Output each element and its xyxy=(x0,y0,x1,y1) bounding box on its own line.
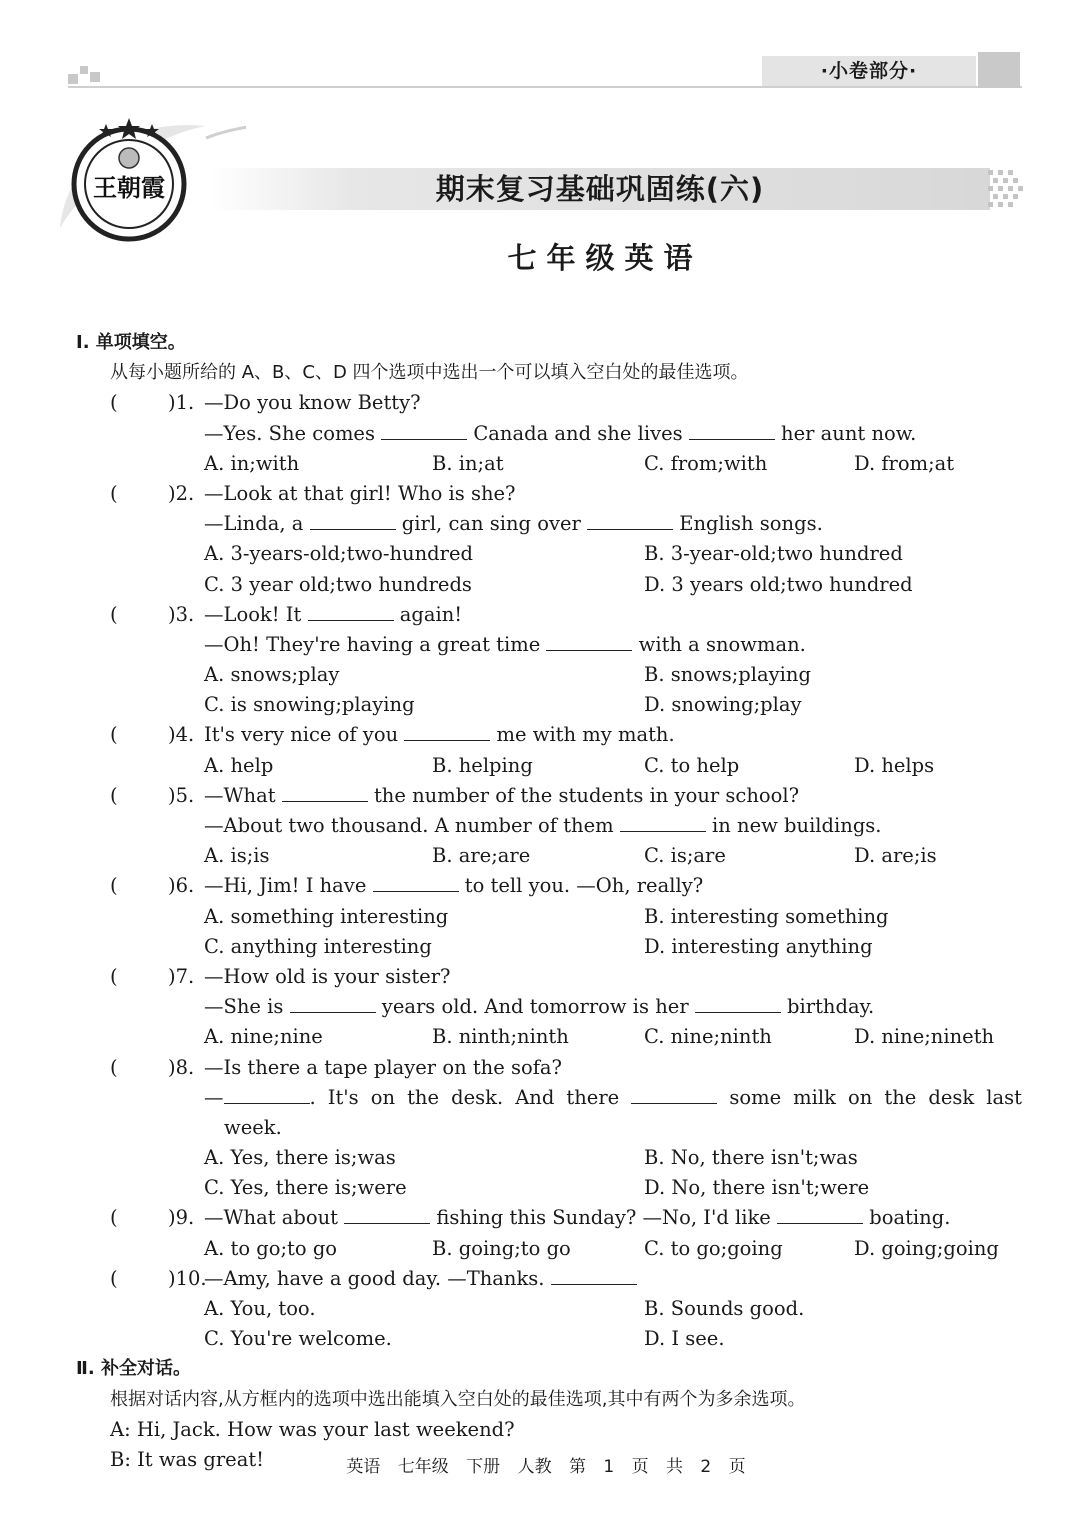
question-row xyxy=(76,1264,1026,1294)
option-choice: D. interesting anything xyxy=(644,934,873,958)
question-continuation xyxy=(76,630,1026,660)
question-continuation xyxy=(76,419,1026,449)
answer-blank xyxy=(695,994,781,1013)
question-text: —About two thousand. A number of them in new buildings. xyxy=(204,814,882,837)
section1-instruction: 从每小题所给的 A、B、C、D 四个选项中选出一个可以填入空白处的最佳选项。 xyxy=(110,362,749,384)
question-list xyxy=(76,388,1026,1354)
option-choice: C. to help xyxy=(644,753,740,777)
question-text: —Linda, a girl, can sing over English songs. xyxy=(204,512,823,536)
answer-blank xyxy=(587,511,673,530)
option-choice: A. You, too. xyxy=(204,1297,316,1320)
question-text: —Is there a tape player on the sofa? xyxy=(204,1055,563,1079)
option-choice: C. Yes, there is;were xyxy=(204,1176,407,1200)
option-choice: B. snows;playing xyxy=(644,663,811,687)
option-choice: D. are;is xyxy=(854,844,937,868)
option-choice: A. is;is xyxy=(204,844,270,868)
section-tag: ·小卷部分· xyxy=(762,56,976,86)
option-choice: C. to go;going xyxy=(644,1236,783,1260)
answer-paren[interactable]: ( xyxy=(110,874,118,898)
option-choice: C. is snowing;playing xyxy=(204,693,415,717)
option-choice: D. helps xyxy=(854,753,935,777)
options-row xyxy=(76,902,1026,932)
answer-paren[interactable]: ( xyxy=(110,391,118,415)
answer-blank xyxy=(689,421,775,440)
exercise-content xyxy=(76,328,1026,1475)
question-number: )8. xyxy=(168,1055,195,1079)
option-choice: D. from;at xyxy=(854,451,955,475)
question-row xyxy=(76,720,1026,750)
option-choice: C. from;with xyxy=(644,451,768,475)
question-continuation xyxy=(76,992,1026,1022)
question-text: —She is years old. And tomorrow is her birthday. xyxy=(204,995,875,1019)
page-footer: 英语 七年级 下册 人教 第 1 页 共 2 页 xyxy=(346,1457,746,1477)
question-number: )3. xyxy=(168,602,195,626)
question-continuation xyxy=(76,811,1026,841)
options-row xyxy=(76,570,1026,600)
tag-accent xyxy=(978,52,1020,88)
answer-blank xyxy=(224,1085,310,1104)
question-number: )2. xyxy=(168,481,195,505)
question-text: It's very nice of you me with my math. xyxy=(204,723,675,747)
question-number: )4. xyxy=(168,723,195,747)
question-continuation xyxy=(76,509,1026,539)
question-number: )7. xyxy=(168,964,195,988)
question-number: )5. xyxy=(168,783,195,807)
option-choice: A. in;with xyxy=(204,451,300,475)
answer-blank xyxy=(546,632,632,651)
answer-blank xyxy=(373,873,459,892)
question-row xyxy=(76,962,1026,992)
options-row xyxy=(76,1234,1026,1264)
section2-heading: Ⅱ. 补全对话。 xyxy=(76,1358,191,1380)
page-subtitle: 七年级英语 xyxy=(507,241,703,275)
answer-blank xyxy=(344,1205,430,1224)
options-row xyxy=(76,449,1026,479)
question-continuation xyxy=(76,1113,1026,1143)
question-text: —Look! It again! xyxy=(204,602,463,626)
section1-heading: Ⅰ. 单项填空。 xyxy=(76,332,186,353)
question-text: week. xyxy=(224,1115,282,1139)
option-choice: D. nine;nineth xyxy=(854,1025,995,1049)
option-choice: A. Yes, there is;was xyxy=(204,1146,396,1170)
option-choice: C. You're welcome. xyxy=(204,1327,392,1351)
option-choice: C. nine;ninth xyxy=(644,1025,772,1049)
answer-blank xyxy=(381,421,467,440)
answer-paren[interactable]: ( xyxy=(110,964,118,988)
question-row xyxy=(76,871,1026,901)
answer-paren[interactable]: ( xyxy=(110,1266,118,1290)
question-text: —Yes. She comes Canada and she lives her aunt now. xyxy=(204,421,917,445)
answer-paren[interactable]: ( xyxy=(110,481,118,505)
question-text: —What about fishing this Sunday? —No, I'd like boating. xyxy=(204,1206,951,1230)
answer-blank xyxy=(310,511,396,530)
dialog-line: B: It was great! xyxy=(110,1447,265,1471)
option-choice: D. 3 years old;two hundred xyxy=(644,572,913,596)
options-row xyxy=(76,660,1026,690)
question-row xyxy=(76,1203,1026,1233)
answer-paren[interactable]: ( xyxy=(110,1055,118,1079)
answer-blank xyxy=(308,602,394,621)
question-number: )1. xyxy=(168,391,195,415)
option-choice: B. interesting something xyxy=(644,904,889,928)
answer-blank xyxy=(551,1266,637,1285)
options-row xyxy=(76,1173,1026,1203)
option-choice: B. in;at xyxy=(432,451,504,475)
options-row xyxy=(76,1022,1026,1052)
option-choice: C. is;are xyxy=(644,844,726,868)
options-row xyxy=(76,1324,1026,1354)
option-choice: C. 3 year old;two hundreds xyxy=(204,572,472,596)
question-text: —Do you know Betty? xyxy=(204,391,421,415)
svg-text:王朝霞: 王朝霞 xyxy=(93,173,165,202)
option-choice: A. 3-years-old;two-hundred xyxy=(204,542,473,566)
page-title: 期末复习基础巩固练(六) xyxy=(435,172,765,206)
dialog-line: A: Hi, Jack. How was your last weekend? xyxy=(110,1417,515,1441)
options-row xyxy=(76,751,1026,781)
question-text: —What the number of the students in your school? xyxy=(204,783,800,807)
options-row xyxy=(76,1294,1026,1324)
question-continuation xyxy=(76,1083,1026,1113)
option-choice: C. anything interesting xyxy=(204,934,432,958)
option-choice: A. something interesting xyxy=(204,904,449,928)
option-choice: D. I see. xyxy=(644,1327,725,1351)
option-choice: B. Sounds good. xyxy=(644,1297,805,1320)
question-number: )10. xyxy=(168,1266,207,1290)
corner-decoration xyxy=(68,66,100,86)
options-row xyxy=(76,690,1026,720)
answer-paren[interactable]: ( xyxy=(110,723,118,747)
question-text: —Hi, Jim! I have to tell you. —Oh, really? xyxy=(204,874,704,898)
question-row xyxy=(76,600,1026,630)
options-row xyxy=(76,841,1026,871)
option-choice: B. going;to go xyxy=(432,1236,571,1260)
options-row xyxy=(76,932,1026,962)
question-text: —How old is your sister? xyxy=(204,964,451,988)
option-choice: B. are;are xyxy=(432,844,531,868)
option-choice: A. help xyxy=(204,753,274,777)
answer-blank xyxy=(290,994,376,1013)
question-text: —Oh! They're having a great time with a snowman. xyxy=(204,632,806,656)
option-choice: D. No, there isn't;were xyxy=(644,1176,870,1200)
question-row xyxy=(76,479,1026,509)
option-choice: D. going;going xyxy=(854,1236,999,1260)
option-choice: B. ninth;ninth xyxy=(432,1025,569,1049)
question-row xyxy=(76,1053,1026,1083)
options-row xyxy=(76,539,1026,569)
option-choice: A. nine;nine xyxy=(204,1025,323,1049)
answer-blank xyxy=(777,1205,863,1224)
question-row xyxy=(76,781,1026,811)
banner-dots xyxy=(988,168,1024,210)
options-row xyxy=(76,1143,1026,1173)
option-choice: D. snowing;play xyxy=(644,693,802,717)
option-choice: B. No, there isn't;was xyxy=(644,1146,858,1170)
option-choice: A. to go;to go xyxy=(204,1236,338,1260)
answer-paren[interactable]: ( xyxy=(110,602,118,626)
answer-paren[interactable]: ( xyxy=(110,783,118,807)
question-text: —Look at that girl! Who is she? xyxy=(204,481,516,505)
option-choice: A. snows;play xyxy=(204,663,340,687)
answer-blank xyxy=(631,1085,717,1104)
question-text: — . It's on the desk. And there some milk on the desk last xyxy=(204,1085,1022,1109)
question-row xyxy=(76,388,1026,418)
option-choice: B. 3-year-old;two hundred xyxy=(644,542,903,566)
answer-blank xyxy=(404,722,490,741)
question-number: )9. xyxy=(168,1206,195,1230)
option-choice: B. helping xyxy=(432,753,533,777)
question-number: )6. xyxy=(168,874,195,898)
answer-blank xyxy=(620,813,706,832)
section2-instruction: 根据对话内容,从方框内的选项中选出能填入空白处的最佳选项,其中有两个为多余选项。 xyxy=(110,1388,806,1410)
answer-blank xyxy=(282,783,368,802)
question-text: —Amy, have a good day. —Thanks. xyxy=(204,1264,637,1294)
answer-paren[interactable]: ( xyxy=(110,1206,118,1230)
header-rule xyxy=(68,86,1022,88)
